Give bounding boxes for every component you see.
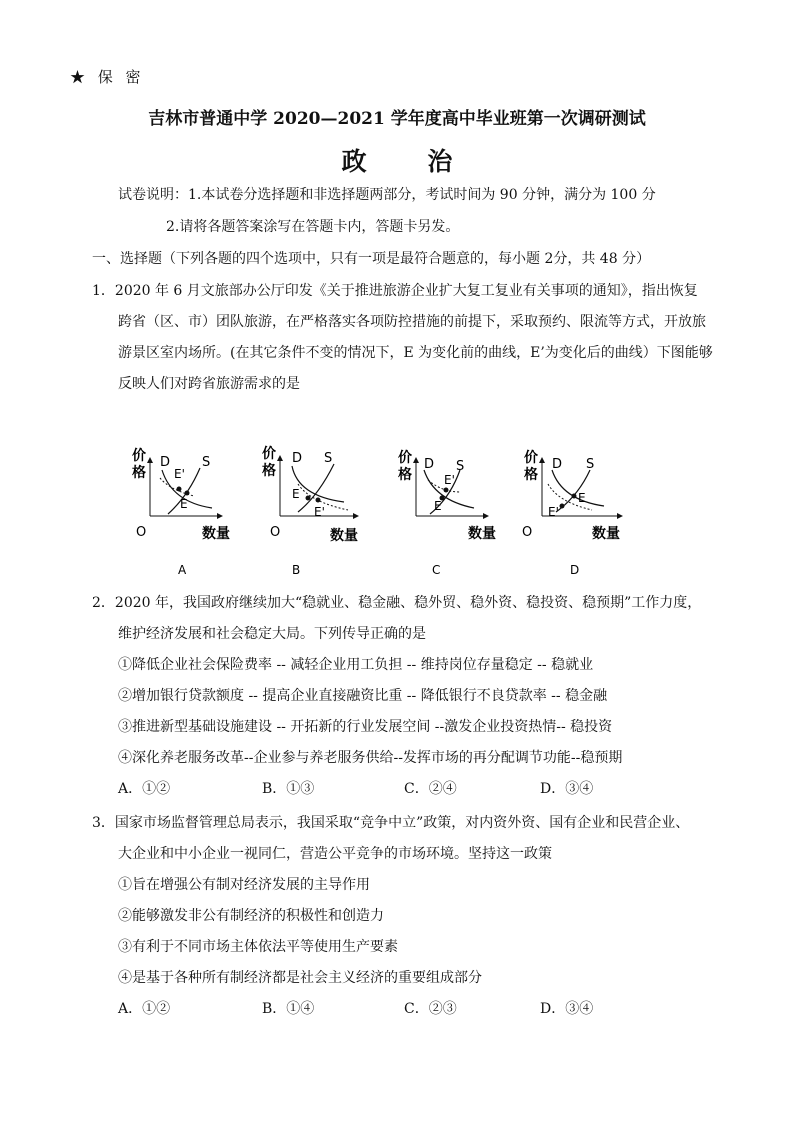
- option-label: A: [178, 563, 187, 577]
- s-label: S: [324, 451, 333, 466]
- origin-label: O: [522, 525, 533, 540]
- q3-option-b: B．①④: [262, 1001, 315, 1017]
- graph-c: [398, 449, 496, 577]
- option-label: C: [432, 563, 441, 577]
- q3-statement: ③有利于不同市场主体依法平等使用生产要素: [118, 939, 398, 955]
- q2-statement: ①降低企业社会保险费率 -- 减轻企业用工负担 -- 维持岗位存量稳定 -- 稳就业: [118, 657, 594, 673]
- q2-stem-line: 维护经济发展和社会稳定大局。下列传导正确的是: [118, 626, 426, 642]
- q2-statement: ④深化养老服务改革--企业参与养老服务供给--发挥市场的再分配调节功能--稳预期: [118, 750, 623, 766]
- e-label: E: [434, 499, 442, 513]
- instruction-line-2: 2.请将各题答案涂写在答题卡内，答题卡另发。: [166, 219, 460, 235]
- exam-title: 吉林市普通中学 2020—2021 学年度高中毕业班第一次调研测试: [148, 109, 646, 129]
- d-label: D: [424, 457, 435, 472]
- quantity-label: 数量: [468, 526, 496, 542]
- e-prime-label: E': [444, 473, 455, 487]
- d-label: D: [160, 455, 171, 470]
- demand-curve: [292, 466, 344, 502]
- s-label: S: [202, 455, 211, 470]
- q1-stem-line: 跨省（区、市）团队旅游，在严格落实各项防控措施的前提下，采取预约、限流等方式，开放旅: [118, 314, 706, 330]
- e-prime-point: [444, 488, 449, 493]
- q2-stem-line: 2．2020 年，我国政府继续加大“稳就业、稳金融、稳外贸、稳外资、稳投资、稳预期”工作力度，: [92, 595, 702, 611]
- q3-statement: ④是基于各种所有制经济都是社会主义经济的重要组成部分: [118, 970, 482, 986]
- q1-stem-line: 反映人们对跨省旅游需求的是: [118, 376, 300, 392]
- e-point: [185, 491, 190, 496]
- e-prime-point: [560, 504, 565, 509]
- origin-label: O: [270, 525, 281, 540]
- q3-option-a: A．①②: [118, 1001, 171, 1017]
- s-label: S: [456, 459, 465, 474]
- instruction-line-1: 试卷说明：1.本试卷分选择题和非选择题两部分，考试时间为 90 分钟，满分为 100 分: [118, 187, 656, 203]
- e-prime-label: E': [548, 505, 559, 519]
- e-prime-point: [316, 498, 321, 503]
- q1-stem-line: 1．2020 年 6 月文旅部办公厅印发《关于推进旅游企业扩大复工复业有关事项的通知》，指出恢复: [92, 283, 698, 299]
- confidential-mark: ★ 保 密: [70, 68, 145, 86]
- q3-statement: ①旨在增强公有制对经济发展的主导作用: [118, 877, 370, 893]
- q1-stem-line: 游景区室内场所。(在其它条件不变的情况下，E 为变化前的曲线，E’为变化后的曲线）下图能够: [118, 345, 713, 361]
- price-label-char: 价: [262, 446, 276, 462]
- d-label: D: [292, 451, 303, 466]
- q3-stem-line: 3．国家市场监督管理总局表示，我国采取“竞争中立”政策，对内资外资、国有企业和民营企业、: [92, 815, 690, 831]
- q2-option-d: D．③④: [540, 781, 594, 797]
- price-label-char: 价: [524, 450, 538, 466]
- price-label-char: 价: [398, 450, 412, 466]
- option-label: D: [570, 563, 580, 577]
- e-prime-label: E': [314, 505, 325, 519]
- e-point: [572, 494, 577, 499]
- q2-option-b: B．①③: [262, 781, 315, 797]
- section-heading: 一、选择题（下列各题的四个选项中，只有一项是最符合题意的，每小题 2分，共 48 分）: [92, 251, 651, 267]
- e-point: [306, 496, 311, 501]
- s-label: S: [586, 457, 595, 472]
- quantity-label: 数量: [592, 526, 620, 542]
- option-label: B: [292, 563, 301, 577]
- e-prime-point: [177, 487, 182, 492]
- graph-b: [262, 445, 358, 577]
- price-label-char: 格: [524, 467, 538, 483]
- origin-label: O: [136, 525, 147, 540]
- q3-option-c: C．②③: [404, 1001, 457, 1017]
- e-label: E: [292, 487, 300, 501]
- e-label: E: [180, 497, 188, 511]
- q2-option-c: C．②④: [404, 781, 457, 797]
- q1-graphs: [120, 432, 720, 580]
- subject-title: 政 治: [341, 147, 479, 176]
- q2-option-a: A．①②: [118, 781, 171, 797]
- e-label: E: [578, 491, 586, 505]
- graph-a: [132, 447, 230, 577]
- q3-option-d: D．③④: [540, 1001, 594, 1017]
- graph-d: [522, 449, 620, 577]
- q2-statement: ③推进新型基础设施建设 -- 开拓新的行业发展空间 --激发企业投资热情-- 稳投资: [118, 719, 613, 735]
- d-label: D: [552, 457, 563, 472]
- quantity-label: 数量: [202, 526, 230, 542]
- price-label-char: 格: [132, 465, 146, 481]
- price-label-char: 格: [398, 467, 412, 483]
- price-label-char: 价: [132, 448, 146, 464]
- q3-stem-line: 大企业和中小企业一视同仁，营造公平竞争的市场环境。坚持这一政策: [118, 846, 552, 862]
- quantity-label: 数量: [330, 528, 358, 544]
- price-label-char: 格: [262, 463, 276, 479]
- q3-statement: ②能够激发非公有制经济的积极性和创造力: [118, 908, 384, 924]
- e-prime-label: E': [174, 467, 185, 481]
- q2-statement: ②增加银行贷款额度 -- 提高企业直接融资比重 -- 降低银行不良贷款率 -- 稳金融: [118, 688, 608, 704]
